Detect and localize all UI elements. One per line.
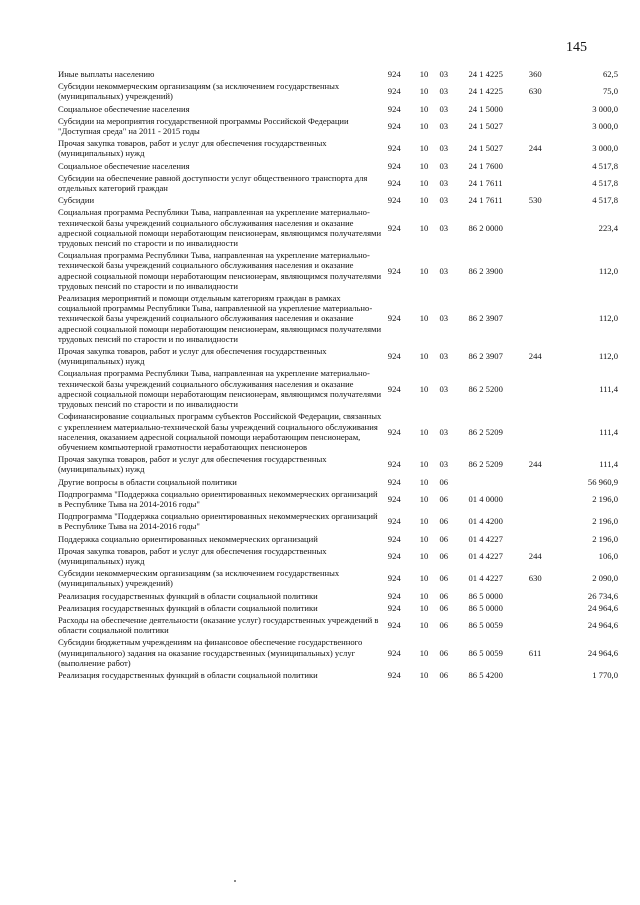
- row-subsection-code: 03: [439, 103, 449, 114]
- row-expense-type-code: [529, 476, 560, 488]
- row-section-code: 10: [419, 313, 429, 324]
- row-expense-type-code: [529, 172, 560, 194]
- row-target-item-code: 01 4 4227: [468, 550, 503, 561]
- table-row: [58, 103, 618, 115]
- row-grbs-code: 924: [387, 313, 401, 324]
- row-name: Подпрограмма "Поддержка социально ориентированных некоммерческих организаций в Республике Тыва на 2014-2016 годы": [58, 511, 378, 532]
- row-section-code: 10: [419, 533, 429, 544]
- row-target-item-code: 24 1 5027: [468, 143, 503, 154]
- row-target-item-code: 01 4 4227: [468, 573, 503, 584]
- row-section-code: 10: [419, 476, 429, 487]
- row-grbs-code: 924: [387, 195, 401, 206]
- row-grbs-code: 924: [387, 69, 401, 79]
- row-amount: 111,4: [599, 426, 618, 437]
- table-row: [58, 669, 618, 681]
- row-target-item-code: 86 5 0059: [468, 647, 503, 658]
- row-expense-type-code: [529, 614, 560, 636]
- row-amount: 112,0: [598, 313, 618, 324]
- table-row: [58, 206, 618, 249]
- page-number: 145: [566, 40, 587, 55]
- row-name: Реализация мероприятий и помощи отдельным категориям граждан в рамках социальной программы Республики Тыва, направленной на укрепление материально-технической базы учреждений социального обслуживания населения и оказание адресной социальной помощи неработающим пенсионерам, являющимся получателями трудовых пенсий по старости и по инвалидности: [58, 293, 382, 344]
- table-row: [58, 249, 618, 292]
- table-row: [58, 172, 618, 194]
- row-subsection-code: 06: [439, 516, 449, 527]
- row-expense-type-code: 360: [528, 69, 542, 79]
- row-target-item-code: 86 5 0000: [468, 590, 503, 601]
- row-expense-type-code: [529, 115, 560, 137]
- row-grbs-code: 924: [387, 620, 401, 631]
- row-expense-type-code: [529, 669, 560, 681]
- row-grbs-code: 924: [387, 590, 401, 601]
- row-section-code: 10: [419, 103, 429, 114]
- row-name: Реализация государственных функций в области социальной политики: [58, 590, 318, 601]
- row-name: Социальное обеспечение населения: [58, 160, 190, 171]
- row-target-item-code: 24 1 4225: [468, 69, 503, 79]
- row-expense-type-code: [529, 602, 560, 614]
- table-row: [58, 533, 618, 545]
- row-subsection-code: 06: [439, 602, 449, 613]
- row-subsection-code: 03: [439, 383, 449, 394]
- row-subsection-code: 06: [439, 493, 449, 504]
- row-target-item-code: 24 1 5000: [468, 103, 503, 114]
- scan-dot: [234, 880, 236, 882]
- row-expense-type-code: 244: [528, 550, 542, 561]
- row-name: Социальная программа Республики Тыва, направленная на укрепление материально-технической базы учреждений социального обслуживания населения и оказание адресной социальной помощи неработающим пенсионерам, являющимся получателями трудовых пенсий по старости и по инвалидности: [58, 207, 382, 249]
- row-target-item-code: 01 4 4227: [468, 533, 503, 544]
- table-row: [58, 115, 618, 137]
- row-amount: 106,0: [598, 550, 618, 561]
- row-target-item-code: 86 5 4200: [468, 669, 503, 680]
- row-name: Прочая закупка товаров, работ и услуг для обеспечения государственных (муниципальных) нужд: [58, 454, 327, 475]
- row-amount: 2 196,0: [592, 516, 618, 527]
- row-section-code: 10: [419, 177, 429, 188]
- row-subsection-code: 03: [439, 143, 449, 154]
- row-name: Субсидии: [58, 195, 95, 206]
- row-name: Другие вопросы в области социальной политики: [58, 476, 237, 487]
- row-subsection-code: 03: [439, 313, 449, 324]
- row-amount: 4 517,8: [592, 160, 618, 171]
- row-expense-type-code: 611: [528, 647, 542, 658]
- row-section-code: 10: [419, 120, 429, 131]
- row-name: Субсидии некоммерческим организациям (за исключением государственных (муниципальных) учреждений): [58, 568, 340, 589]
- row-grbs-code: 924: [387, 160, 401, 171]
- row-amount: 56 960,9: [587, 476, 618, 487]
- row-target-item-code: 24 1 7611: [468, 195, 503, 206]
- row-target-item-code: 24 1 4225: [468, 86, 503, 97]
- row-name: Прочая закупка товаров, работ и услуг для обеспечения государственных (муниципальных) нужд: [58, 346, 327, 367]
- row-target-item-code: 86 5 0059: [468, 620, 503, 631]
- row-amount: 3 000,0: [592, 103, 618, 114]
- row-section-code: 10: [419, 195, 429, 206]
- row-amount: 24 964,6: [587, 647, 618, 658]
- row-grbs-code: 924: [387, 533, 401, 544]
- row-section-code: 10: [419, 160, 429, 171]
- row-grbs-code: 924: [387, 573, 401, 584]
- table-row: [58, 453, 618, 475]
- row-section-code: 10: [419, 143, 429, 154]
- row-amount: 24 964,6: [587, 620, 618, 631]
- row-name: Субсидии на обеспечение равной доступности услуг общественного транспорта для отдельных категорий граждан: [58, 172, 368, 194]
- row-section-code: 10: [419, 86, 429, 97]
- row-section-code: 10: [419, 516, 429, 527]
- row-name: Реализация государственных функций в области социальной политики: [58, 602, 318, 613]
- row-grbs-code: 924: [387, 459, 401, 470]
- row-target-item-code: 86 2 3900: [468, 265, 503, 276]
- row-subsection-code: 06: [439, 669, 449, 680]
- row-grbs-code: 924: [387, 177, 401, 188]
- row-target-item-code: 86 2 3907: [468, 351, 503, 362]
- row-target-item-code: 86 5 0000: [468, 602, 503, 613]
- row-name: Прочая закупка товаров, работ и услуг для обеспечения государственных (муниципальных) нужд: [58, 545, 327, 566]
- row-grbs-code: 924: [387, 103, 401, 114]
- row-expense-type-code: [529, 249, 560, 292]
- row-grbs-code: 924: [387, 516, 401, 527]
- row-expense-type-code: [529, 160, 560, 172]
- row-target-item-code: 01 4 0000: [468, 493, 503, 504]
- row-amount: 75,0: [602, 86, 618, 97]
- row-expense-type-code: [529, 206, 560, 249]
- row-expense-type-code: [529, 103, 560, 115]
- row-expense-type-code: [529, 410, 560, 453]
- row-section-code: 10: [419, 265, 429, 276]
- table-row: [58, 476, 618, 488]
- row-subsection-code: 03: [439, 351, 449, 362]
- row-name: Субсидии на мероприятия государственной программы Российской Федерации "Доступная среда" на 2011 - 2015 годы: [58, 115, 349, 137]
- table-row: [58, 68, 618, 80]
- table-row: [58, 345, 618, 367]
- row-grbs-code: 924: [387, 602, 401, 613]
- row-name: Софинансирование социальных программ субъектов Российской Федерации, связанных с укреплением материально-технической базы учреждений социального обслуживания населения, оказанием адресной социальной помощи неработающим пенсионерам, обучением компьютерной грамотности неработающих пенсионеров: [58, 411, 382, 452]
- row-subsection-code: 06: [439, 550, 449, 561]
- table-row: [58, 614, 618, 636]
- row-expense-type-code: [529, 488, 560, 510]
- row-expense-type-code: 244: [528, 459, 542, 470]
- row-target-item-code: 86 2 5209: [468, 426, 503, 437]
- table-row: [58, 567, 618, 589]
- table-row: [58, 160, 618, 172]
- row-name: Подпрограмма "Поддержка социально ориентированных некоммерческих организаций в Республике Тыва на 2014-2016 годы": [58, 488, 378, 509]
- row-grbs-code: 924: [387, 222, 401, 233]
- row-target-item-code: 24 1 7611: [468, 177, 503, 188]
- row-subsection-code: 03: [439, 426, 449, 437]
- row-expense-type-code: 244: [528, 143, 542, 154]
- table-row: [58, 137, 618, 159]
- row-grbs-code: 924: [387, 351, 401, 362]
- row-grbs-code: 924: [387, 493, 401, 504]
- budget-table: [58, 68, 618, 681]
- row-subsection-code: 06: [439, 573, 449, 584]
- row-grbs-code: 924: [387, 143, 401, 154]
- row-expense-type-code: [529, 292, 560, 345]
- row-target-item-code: 24 1 5027: [468, 120, 503, 131]
- row-subsection-code: 06: [439, 590, 449, 601]
- row-amount: 62,5: [602, 69, 618, 79]
- row-section-code: 10: [419, 573, 429, 584]
- row-amount: 4 517,8: [592, 195, 618, 206]
- row-section-code: 10: [419, 602, 429, 613]
- table-row: [58, 545, 618, 567]
- row-grbs-code: 924: [387, 265, 401, 276]
- row-expense-type-code: [529, 367, 560, 410]
- table-row: [58, 292, 618, 345]
- row-expense-type-code: [529, 533, 560, 545]
- table-row: [58, 602, 618, 614]
- row-target-item-code: 01 4 4200: [468, 516, 503, 527]
- row-amount: 2 090,0: [592, 573, 618, 584]
- table-row: [58, 410, 618, 453]
- row-name: Субсидии бюджетным учреждениям на финансовое обеспечение государственного (муниципального) задания на оказание государственных (муниципальных) услуг (выполнение работ): [58, 637, 363, 668]
- row-subsection-code: 06: [439, 620, 449, 631]
- row-section-code: 10: [419, 620, 429, 631]
- row-expense-type-code: 630: [528, 573, 542, 584]
- row-amount: 111,4: [599, 383, 618, 394]
- row-subsection-code: 03: [439, 177, 449, 188]
- row-name: Реализация государственных функций в области социальной политики: [58, 669, 318, 680]
- row-name: Иные выплаты населению: [58, 69, 155, 79]
- row-target-item-code: 86 2 0000: [468, 222, 503, 233]
- table-row: [58, 636, 618, 669]
- row-target-item-code: 86 2 3907: [468, 313, 503, 324]
- row-section-code: 10: [419, 459, 429, 470]
- row-subsection-code: 06: [439, 476, 449, 487]
- row-section-code: 10: [419, 550, 429, 561]
- row-amount: 3 000,0: [592, 143, 618, 154]
- row-target-item-code: [464, 476, 528, 488]
- row-section-code: 10: [419, 69, 429, 79]
- row-expense-type-code: 244: [528, 351, 542, 362]
- row-section-code: 10: [419, 647, 429, 658]
- row-name: Прочая закупка товаров, работ и услуг для обеспечения государственных (муниципальных) нужд: [58, 138, 327, 159]
- row-amount: 223,4: [598, 222, 618, 233]
- row-name: Расходы на обеспечение деятельности (оказание услуг) государственных учреждений в области социальной политики: [58, 614, 379, 636]
- row-subsection-code: 03: [439, 195, 449, 206]
- row-name: Социальная программа Республики Тыва, направленная на укрепление материально-технической базы учреждений социального обслуживания населения и оказание адресной социальной помощи неработающим пенсионерам, являющимся получателями трудовых пенсий по старости и по инвалидности: [58, 250, 382, 291]
- row-section-code: 10: [419, 222, 429, 233]
- row-name: Поддержка социально ориентированных некоммерческих организаций: [58, 533, 318, 544]
- row-section-code: 10: [419, 426, 429, 437]
- row-subsection-code: 03: [439, 459, 449, 470]
- row-expense-type-code: 630: [528, 86, 542, 97]
- row-amount: 112,0: [598, 265, 618, 276]
- row-target-item-code: 86 2 5209: [468, 459, 503, 470]
- row-grbs-code: 924: [387, 550, 401, 561]
- row-grbs-code: 924: [387, 426, 401, 437]
- row-target-item-code: 86 2 5200: [468, 383, 503, 394]
- row-grbs-code: 924: [387, 647, 401, 658]
- row-subsection-code: 03: [439, 86, 449, 97]
- table-row: [58, 590, 618, 602]
- row-name: Социальная программа Республики Тыва, направленная на укрепление материально-технической базы учреждений социального обслуживания населения и оказание адресной социальной помощи неработающим пенсионерам, являющимся получателями трудовых пенсий по старости и по инвалидности: [58, 368, 382, 410]
- row-expense-type-code: [529, 590, 560, 602]
- row-amount: 112,0: [598, 351, 618, 362]
- row-expense-type-code: 530: [528, 195, 542, 206]
- row-amount: 2 196,0: [592, 533, 618, 544]
- row-subsection-code: 03: [439, 222, 449, 233]
- table-row: [58, 510, 618, 532]
- row-grbs-code: 924: [387, 669, 401, 680]
- row-amount: 24 964,6: [587, 602, 618, 613]
- row-grbs-code: 924: [387, 476, 401, 487]
- row-subsection-code: 03: [439, 69, 449, 79]
- row-amount: 3 000,0: [592, 120, 618, 131]
- row-subsection-code: 03: [439, 265, 449, 276]
- row-section-code: 10: [419, 383, 429, 394]
- row-section-code: 10: [419, 590, 429, 601]
- row-amount: 4 517,8: [592, 177, 618, 188]
- table-row: [58, 194, 618, 206]
- row-amount: 111,4: [599, 459, 618, 470]
- row-section-code: 10: [419, 493, 429, 504]
- row-subsection-code: 03: [439, 120, 449, 131]
- row-amount: 2 196,0: [592, 493, 618, 504]
- row-name: Социальное обеспечение населения: [58, 103, 190, 114]
- row-amount: 26 734,6: [587, 590, 618, 601]
- row-subsection-code: 06: [439, 647, 449, 658]
- row-amount: 1 770,0: [592, 669, 618, 680]
- table-row: [58, 488, 618, 510]
- table-row: [58, 80, 618, 102]
- row-expense-type-code: [529, 510, 560, 532]
- row-grbs-code: 924: [387, 120, 401, 131]
- row-section-code: 10: [419, 351, 429, 362]
- row-grbs-code: 924: [387, 86, 401, 97]
- row-name: Субсидии некоммерческим организациям (за исключением государственных (муниципальных) учреждений): [58, 81, 340, 102]
- row-subsection-code: 06: [439, 533, 449, 544]
- row-target-item-code: 24 1 7600: [468, 160, 503, 171]
- table-row: [58, 367, 618, 410]
- row-subsection-code: 03: [439, 160, 449, 171]
- row-section-code: 10: [419, 669, 429, 680]
- row-grbs-code: 924: [387, 383, 401, 394]
- budget-table-body: [58, 68, 618, 681]
